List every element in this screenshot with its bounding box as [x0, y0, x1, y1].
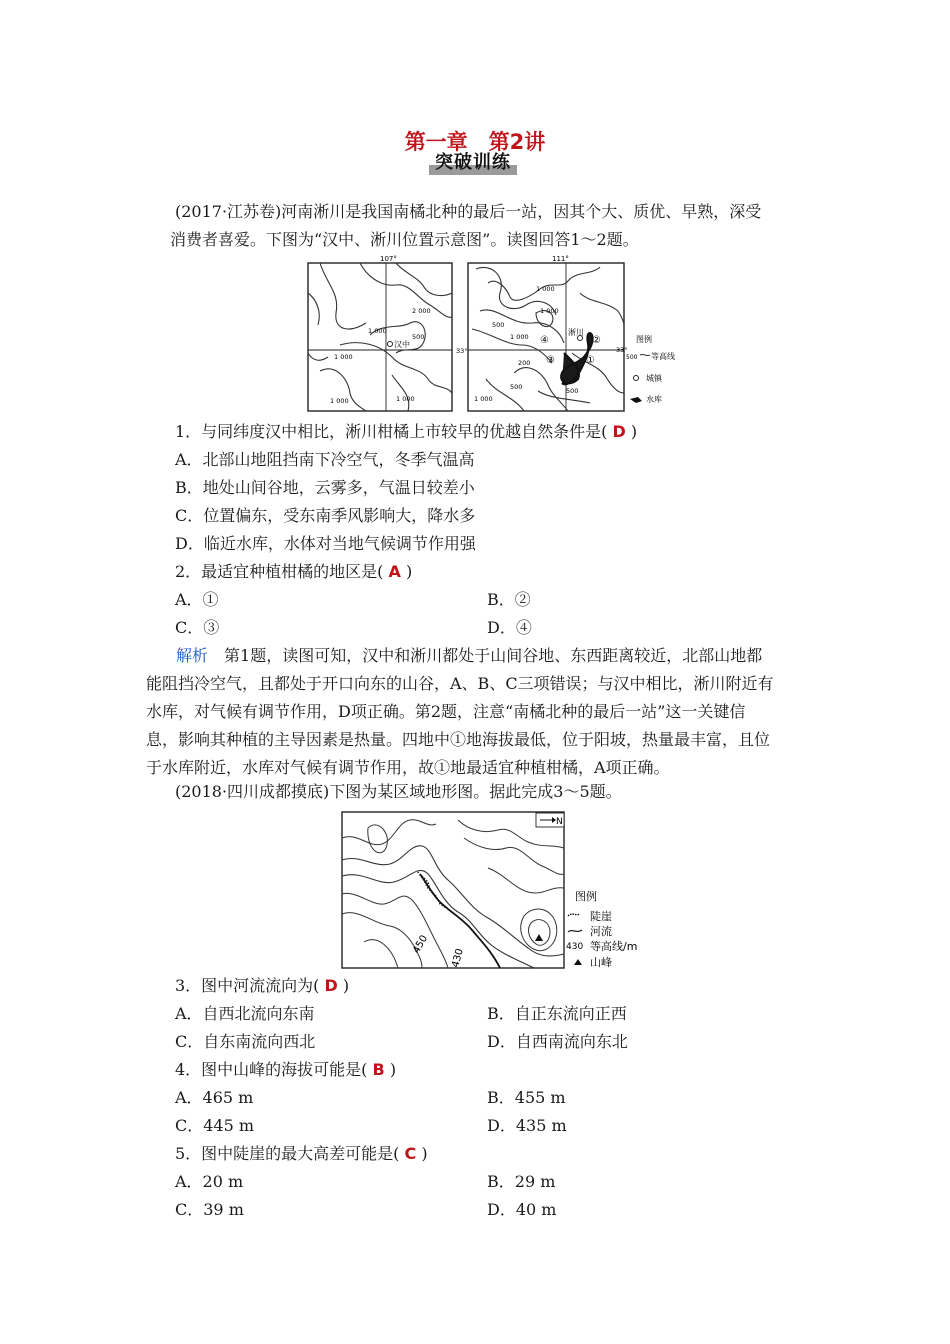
analysis-tag: 解析 [176, 646, 209, 665]
question-stem: 2．最适宜种植柑橘的地区是( [175, 562, 384, 581]
analysis-line: 能阻挡冷空气，且都处于开口向东的山谷，A、B、C三项错误；与汉中相比，淅川附近有 [146, 674, 774, 693]
map-hanzhong-xichuan [300, 253, 690, 415]
city-label-xichuan: 淅川 [568, 328, 584, 337]
analysis-text: 第1题，读图可知，汉中和淅川都处于山间谷地、东西距离较近，北部山地都 [208, 646, 763, 665]
question-stem: 4．图中山峰的海拔可能是( [175, 1060, 368, 1079]
contour-label: 200 [518, 359, 531, 367]
contour-label: 1 000 [510, 333, 529, 341]
question-close: ) [630, 422, 638, 441]
legend-title: 图例 [575, 890, 597, 903]
legend-contour-value: 430 [566, 942, 584, 952]
contour-label: 2 000 [412, 307, 431, 315]
legend-title: 图例 [636, 335, 652, 344]
question-1 [175, 422, 637, 442]
legend-river-label: 河流 [590, 925, 612, 938]
contour-label-450: 450 [411, 933, 431, 956]
analysis-line: 水库，对气候有调节作用，D项正确。第2题，注意“南橘北种的最后一站”这一关键信 [146, 702, 746, 721]
city-label-hanzhong: 汉中 [394, 340, 410, 349]
option: A．自西北流向东南 [175, 1004, 315, 1023]
option: B．地处山间谷地，云雾多，气温日较差小 [175, 478, 475, 497]
option: D．40 m [487, 1200, 557, 1219]
contour-label: 1 000 [368, 327, 387, 335]
question-close: ) [389, 1060, 397, 1079]
map-terrain [338, 808, 638, 972]
option: D．临近水库，水体对当地气候调节作用强 [175, 534, 476, 553]
contour-label: 1 000 [540, 307, 559, 315]
answer: A [388, 562, 401, 581]
contour-label: 500 [412, 333, 425, 341]
option: D．435 m [487, 1116, 567, 1135]
contour-label: 1 000 [474, 395, 493, 403]
answer: D [324, 976, 338, 995]
option: D．自西南流向东北 [487, 1032, 628, 1051]
north-arrow [536, 813, 564, 827]
analysis-line-1 [146, 642, 846, 670]
legend-contour-value: 500 [626, 354, 638, 361]
marker-4: ④ [540, 335, 549, 346]
answer: B [372, 1060, 385, 1079]
option: C．445 m [175, 1116, 255, 1135]
contour-label: 500 [566, 387, 579, 395]
lat-label-right: 33° [616, 346, 628, 354]
option: A．465 m [175, 1088, 254, 1107]
option: C．位置偏东，受东南季风影响大，降水多 [175, 506, 476, 525]
question-stem: 3．图中河流流向为( [175, 976, 320, 995]
intro-paragraph-1 [170, 198, 835, 254]
question-close: ) [421, 1144, 428, 1163]
north-label: N [556, 817, 563, 827]
option: B．自正东流向正西 [487, 1004, 627, 1023]
contour-label: 500 [510, 383, 523, 391]
contour-label-430: 430 [450, 947, 466, 969]
answer: D [612, 422, 626, 441]
map-right-panel [456, 255, 628, 411]
analysis-line: 息，影响其种植的主导因素是热量。四地中①地海拔最低，位于阳坡，热量最丰富，且位 [146, 730, 771, 749]
contour-label: 1 000 [334, 353, 353, 361]
legend-cliff-label: 陡崖 [590, 910, 612, 923]
legend-contour-label: 等高线 [651, 352, 675, 361]
legend-town-label: 城镇 [646, 374, 662, 383]
option: B．455 m [487, 1088, 566, 1107]
badge-label: 突破训练 [435, 152, 511, 173]
legend-reservoir-label: 水库 [646, 395, 662, 404]
contour-label: 1 000 [396, 395, 415, 403]
question-4 [175, 1060, 396, 1080]
map1-legend [626, 334, 675, 404]
intro-line: 消费者喜爱。下图为“汉中、淅川位置示意图”。读图回答1～2题。 [170, 230, 639, 249]
analysis-line: 于水库附近，水库对气候有调节作用，故①地最适宜种植柑橘，A项正确。 [146, 758, 670, 777]
question-stem: 5．图中陡崖的最大高差可能是( [175, 1144, 400, 1163]
option: D．④ [487, 618, 532, 637]
option: A．北部山地阻挡南下冷空气，冬季气温高 [175, 450, 475, 469]
contour-label: 1 000 [536, 285, 555, 293]
map2-legend [566, 889, 637, 969]
option: B．② [487, 590, 531, 609]
intro-line: (2017·江苏卷)河南淅川是我国南橘北种的最后一站，因其个大、质优、早熟，深受 [175, 202, 762, 221]
marker-2: ② [592, 335, 601, 346]
question-5 [175, 1144, 428, 1164]
question-close: ) [342, 976, 350, 995]
option: C．③ [175, 618, 220, 637]
lon-label-left: 107° [380, 255, 397, 263]
option: B．29 m [487, 1172, 556, 1191]
contour-label: 500 [492, 321, 505, 329]
answer: C [404, 1144, 417, 1163]
marker-3: ③ [546, 355, 555, 366]
legend-contour-label: 等高线/m [590, 940, 638, 953]
option: A．20 m [175, 1172, 244, 1191]
marker-1: ① [586, 355, 595, 366]
intro-paragraph-2: (2018·四川成都摸底)下图为某区域地形图。据此完成3～5题。 [175, 782, 622, 801]
page-title: 第一章 第2讲 [404, 130, 546, 154]
question-2 [175, 562, 412, 582]
question-close: ) [406, 562, 413, 581]
question-stem: 1．与同纬度汉中相比，淅川柑橘上市较早的优越自然条件是( [175, 422, 608, 441]
section-badge [421, 150, 525, 176]
lat-label: 33° [456, 347, 468, 355]
option: C．39 m [175, 1200, 244, 1219]
lon-label-right: 111° [552, 255, 569, 263]
analysis-paragraph [146, 642, 846, 782]
map-left-panel [308, 255, 452, 411]
option: C．自东南流向西北 [175, 1032, 316, 1051]
question-3 [175, 976, 349, 996]
option: A．① [175, 590, 219, 609]
contour-label: 1 000 [330, 397, 349, 405]
legend-peak-label: 山峰 [590, 956, 612, 969]
